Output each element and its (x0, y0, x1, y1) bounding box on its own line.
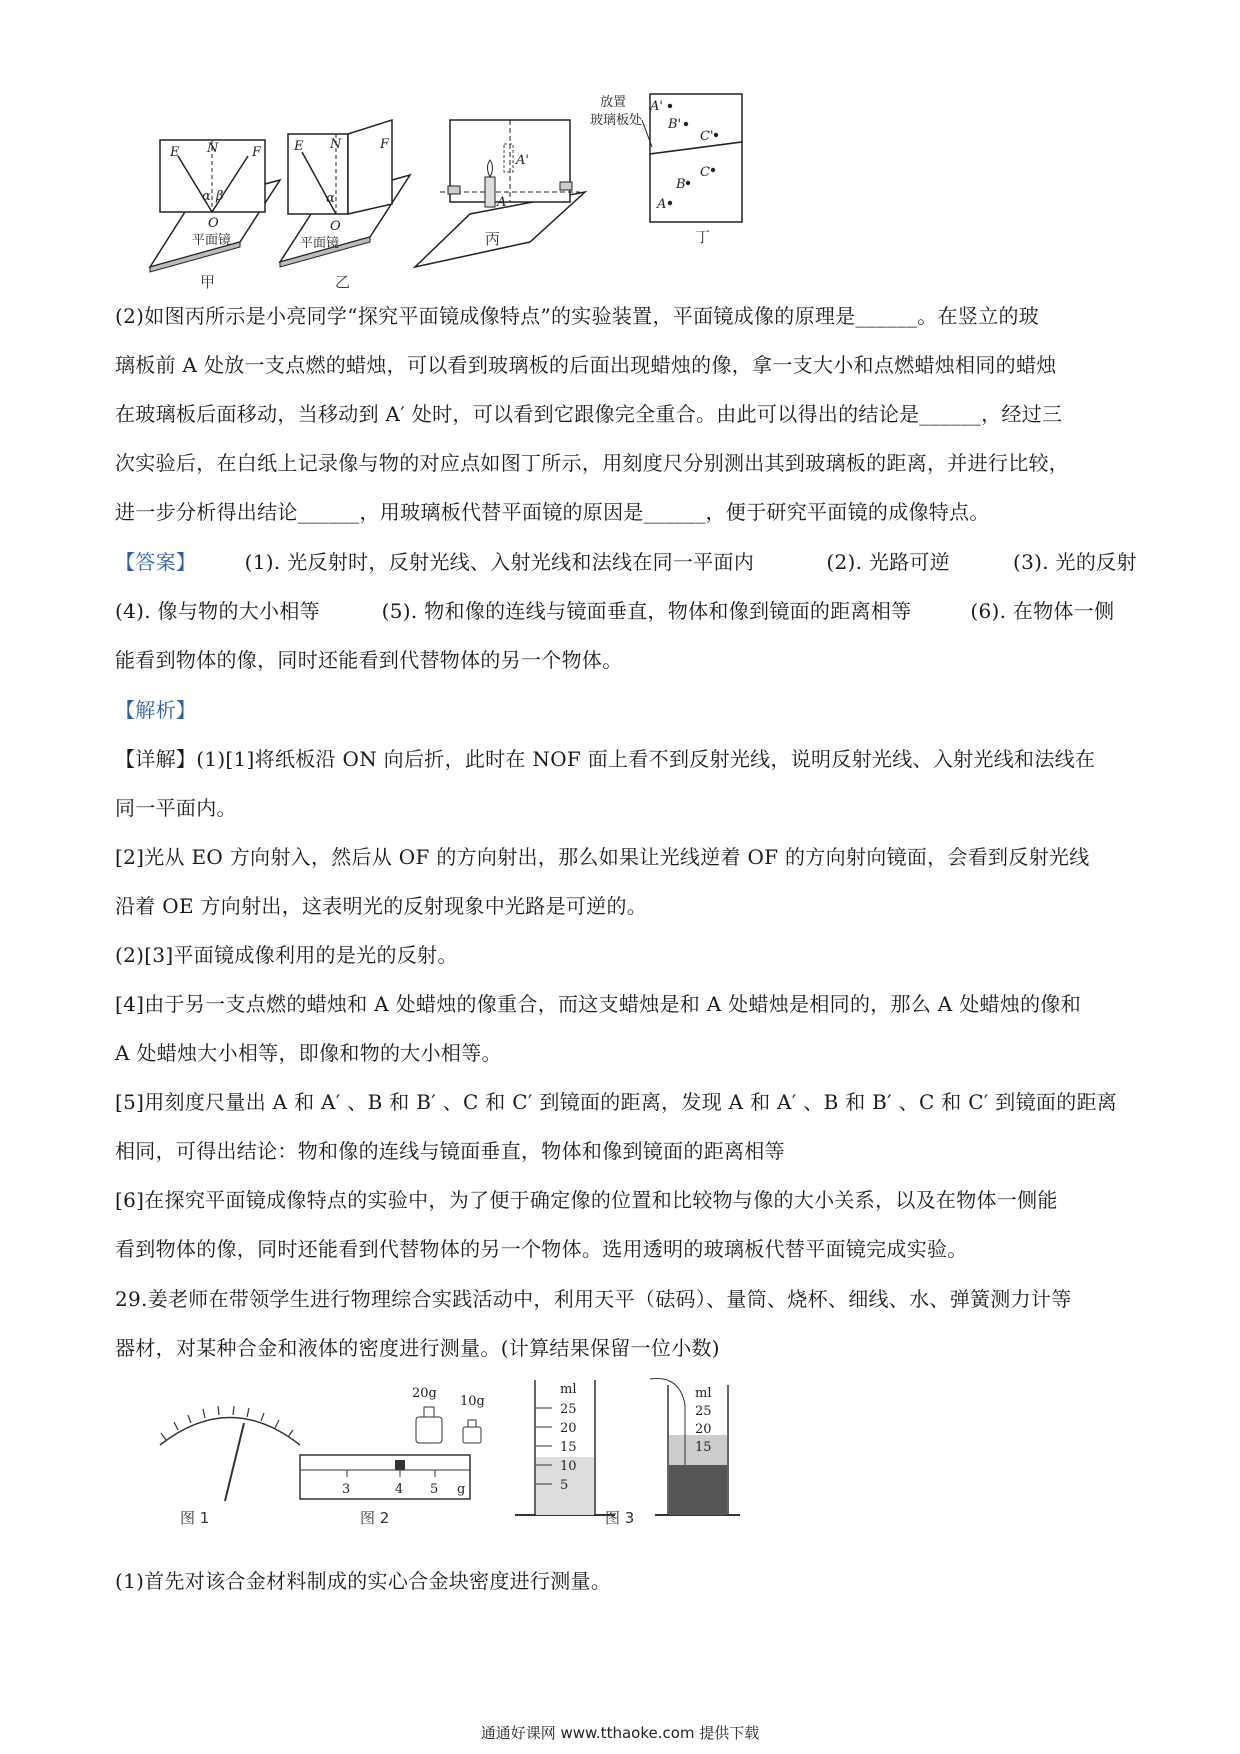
mirror-label: 平面镜 (192, 233, 232, 248)
figure-1-gauge (160, 1406, 300, 1527)
label-b-prime-ding: B' (668, 117, 682, 132)
cylinder2-unit-ml: ml (695, 1386, 712, 1401)
label-f-yi: F (380, 137, 390, 152)
figure-ding (590, 94, 742, 246)
answer-row-2 (115, 597, 1125, 625)
label-b-ding: B (676, 177, 686, 192)
label-a-prime-ding: A' (650, 99, 663, 114)
caption-bing: 丙 (485, 230, 501, 248)
caption-yi: 乙 (335, 273, 351, 291)
detail-line-11: 看到物体的像，同时还能看到代替物体的另一个物体。选用透明的玻璃板代替平面镜完成实验。 (115, 1237, 968, 1261)
detail-line-5: (2)[3]平面镜成像利用的是光的反射。 (115, 943, 458, 967)
detail-line-8: [5]用刻度尺量出 A 和 A′ 、B 和 B′ 、C 和 C′ 到镜面的距离，发现 A 和 A′ 、B 和 B′ 、C 和 C′ 到镜面的距离 (115, 1090, 1118, 1114)
figure-jia (150, 140, 280, 291)
detail-line-4: 沿着 OE 方向射出，这表明光的反射现象中光路是可逆的。 (115, 894, 648, 918)
cylinder1-tick-20: 20 (560, 1421, 577, 1436)
caption-figure-1: 图 1 (180, 1509, 210, 1527)
q2-line-2: 璃板前 A 处放一支点燃的蜡烛，可以看到玻璃板的后面出现蜡烛的像，拿一支大小和点燃蜡烛相同的蜡烛 (115, 353, 1057, 377)
label-n-yi: N (330, 137, 342, 152)
label-glass-place-1: 放置 (600, 95, 627, 110)
q2-line-5: 进一步分析得出结论______，用玻璃板代替平面镜的原因是______，便于研究平面镜的成像特点。 (115, 500, 990, 524)
caption-jia: 甲 (200, 273, 216, 291)
answer-1: (1). 光反射时，反射光线、入射光线和法线在同一平面内 (244, 550, 755, 574)
q2-line-1: (2)如图丙所示是小亮同学“探究平面镜成像特点”的实验装置，平面镜成像的原理是______。在竖立的玻 (115, 304, 1040, 328)
detail-line-9: 相同，可得出结论：物和像的连线与镜面垂直，物体和像到镜面的距离相等 (115, 1139, 785, 1163)
caption-ding: 丁 (695, 228, 711, 246)
cylinder1-tick-10: 10 (560, 1459, 577, 1474)
cylinder2-tick-15: 15 (695, 1440, 712, 1455)
answer-5: (5). 物和像的连线与镜面垂直，物体和像到镜面的距离相等 (381, 599, 912, 623)
detail-line-3: [2]光从 EO 方向射入，然后从 OF 的方向射出，那么如果让光线逆着 OF 的方向射向镜面，会看到反射光线 (115, 845, 1090, 869)
q29-line-1: 29.姜老师在带领学生进行物理综合实践活动中，利用天平（砝码）、量筒、烧杯、细线、水、弹簧测力计等 (115, 1287, 1072, 1311)
answer-3: (3). 光的反射 (1013, 550, 1137, 574)
figure-yi (280, 120, 410, 291)
weight-20g-label: 20g (412, 1386, 437, 1401)
label-beta: β (216, 189, 224, 204)
label-a-ding: A (657, 197, 667, 212)
answer-tag: 【答案】 (115, 550, 197, 574)
caption-figure-2: 图 2 (360, 1509, 390, 1527)
label-a-prime-bing: A' (516, 153, 529, 168)
q2-line-4: 次实验后，在白纸上记录像与物的对应点如图丁所示，用刻度尺分别测出其到玻璃板的距离，并进行比较， (115, 451, 1070, 475)
weight-10g-label: 10g (460, 1394, 485, 1409)
detail-line-10: [6]在探究平面镜成像特点的实验中，为了便于确定像的位置和比较物与像的大小关系，以及在物体一侧能 (115, 1188, 1058, 1212)
answer-row-1 (115, 548, 1137, 576)
figure-bing (415, 120, 585, 267)
answer-4: (4). 像与物的大小相等 (115, 599, 320, 623)
scale-tick-4: 4 (395, 1482, 404, 1497)
mirror-label-yi: 平面镜 (300, 236, 340, 251)
figure-density-instruments (150, 1375, 840, 1545)
detail-line-1: 【详解】(1)[1]将纸板沿 ON 向后折，此时在 NOF 面上看不到反射光线，说明反射光线、入射光线和法线在 (115, 747, 1096, 771)
cylinder2-tick-25: 25 (695, 1404, 712, 1419)
label-alpha-yi: α (326, 191, 335, 206)
detail-line-2: 同一平面内。 (115, 796, 237, 820)
label-alpha: α (202, 189, 211, 204)
figure-3-cylinders (515, 1379, 740, 1527)
cylinder1-tick-15: 15 (560, 1440, 577, 1455)
answer-2: (2). 光路可逆 (826, 550, 951, 574)
scale-tick-3: 3 (342, 1482, 351, 1497)
cylinder1-tick-5: 5 (560, 1478, 569, 1493)
analysis-tag: 【解析】 (115, 698, 197, 722)
label-a-bing: A (497, 195, 507, 210)
label-c-prime-ding: C' (700, 129, 714, 144)
q29-line-3: (1)首先对该合金材料制成的实心合金块密度进行测量。 (115, 1569, 612, 1593)
label-c-ding: C (700, 165, 710, 180)
label-o-yi: O (330, 219, 341, 234)
label-n: N (207, 141, 219, 156)
scale-unit-g: g (457, 1482, 466, 1497)
detail-line-6: [4]由于另一支点燃的蜡烛和 A 处蜡烛的像重合，而这支蜡烛是和 A 处蜡烛是相同的，那么 A 处蜡烛的像和 (115, 992, 1082, 1016)
label-f: F (252, 145, 262, 160)
figure-2-balance-scale (300, 1386, 485, 1527)
q29-line-2: 器材，对某种合金和液体的密度进行测量。(计算结果保留一位小数) (115, 1336, 720, 1360)
q2-line-3: 在玻璃板后面移动，当移动到 A′ 处时，可以看到它跟像完全重合。由此可以得出的结论是______，经过三 (115, 402, 1063, 426)
detail-line-7: A 处蜡烛大小相等，即像和物的大小相等。 (115, 1041, 502, 1065)
label-e-yi: E (294, 139, 304, 154)
answer-6a: (6). 在物体一侧 (970, 599, 1115, 623)
cylinder1-tick-25: 25 (560, 1402, 577, 1417)
answer-6b: 能看到物体的像，同时还能看到代替物体的另一个物体。 (115, 648, 623, 672)
figure-mirror-experiments (130, 92, 860, 292)
label-e: E (170, 145, 180, 160)
cylinder1-unit-ml: ml (560, 1382, 577, 1397)
scale-tick-5: 5 (430, 1482, 439, 1497)
cylinder2-tick-20: 20 (695, 1422, 712, 1437)
caption-figure-3: 图 3 (605, 1509, 635, 1527)
label-glass-place-2: 玻璃板处 (590, 113, 643, 128)
label-o: O (208, 216, 219, 231)
page-footer: 通通好课网 www.tthaoke.com 提供下载 (480, 1724, 760, 1742)
